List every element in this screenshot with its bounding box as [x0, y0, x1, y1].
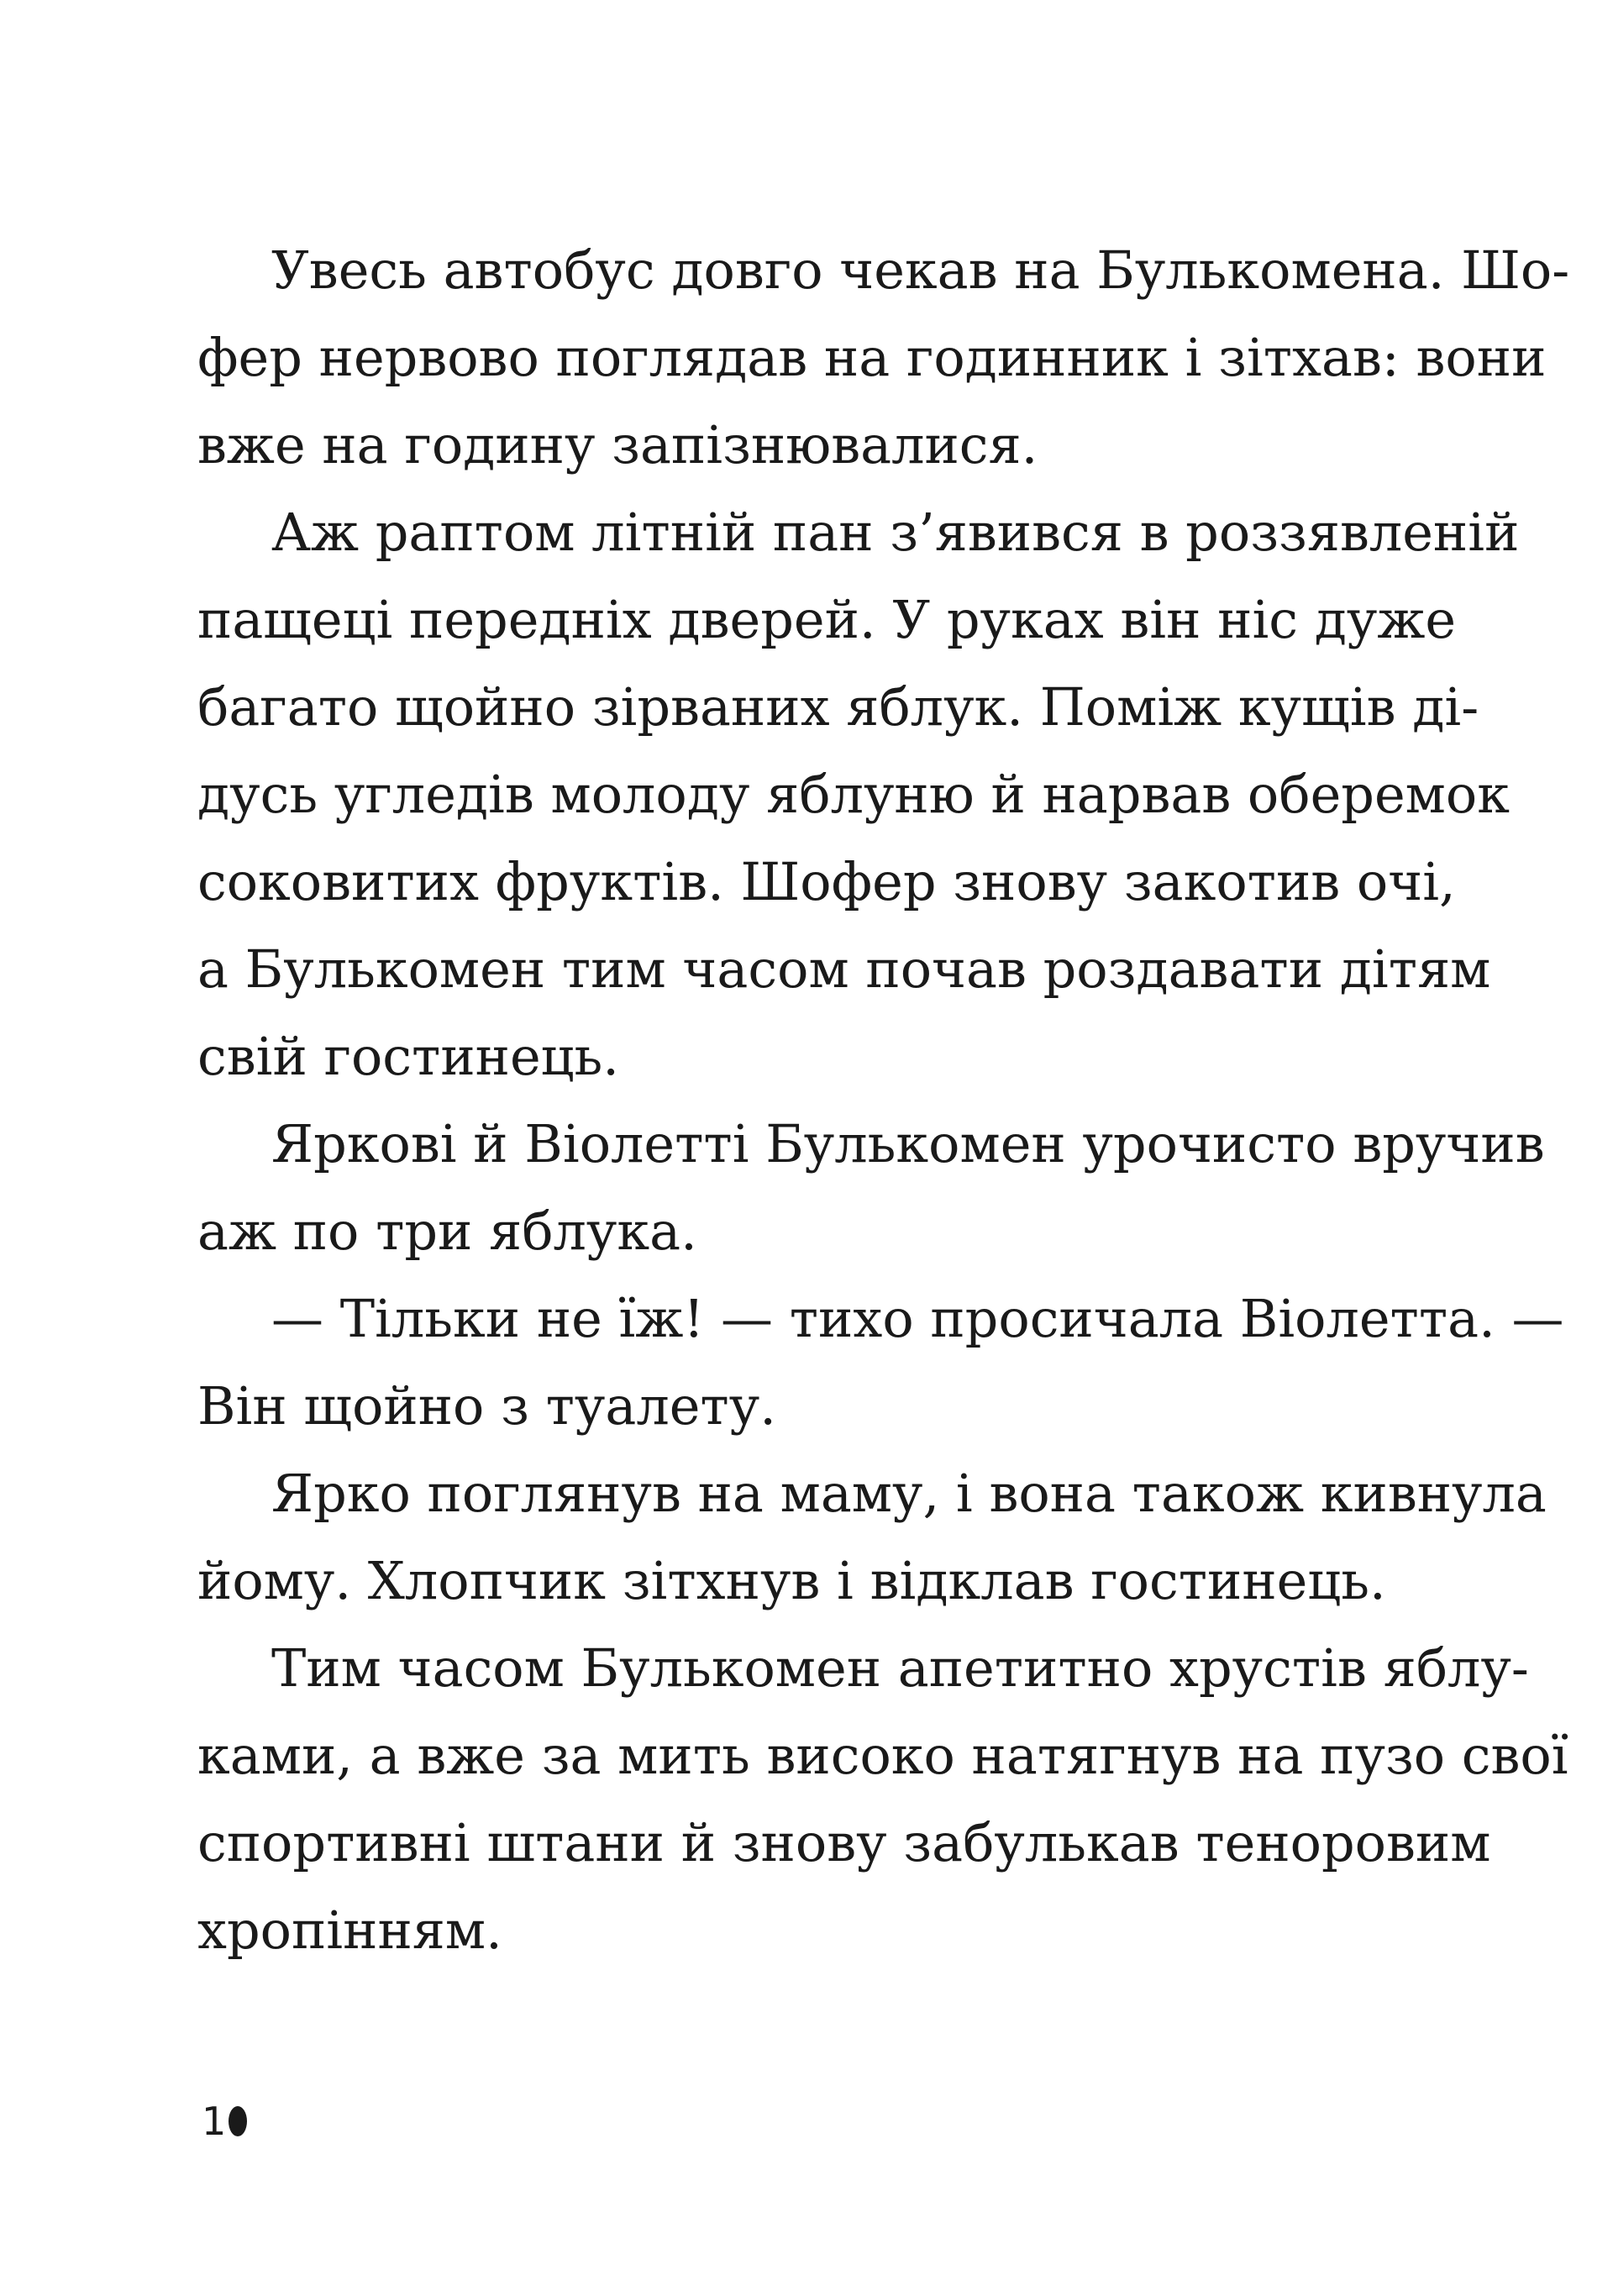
text-line: фер нервово поглядав на годинник і зітхав: вони — [197, 327, 1547, 388]
text-line: Ярко поглянув на маму, і вона також кивнула — [271, 1463, 1547, 1524]
text-line: а Булькомен тим часом почав роздавати дітям — [197, 938, 1491, 1000]
text-line: Яркові й Віолетті Булькомен урочисто вручив — [271, 1113, 1545, 1174]
text-line: соковитих фруктів. Шофер знову закотив очі, — [197, 851, 1456, 912]
text-line: йому. Хлопчик зітхнув і відклав гостинець. — [197, 1550, 1386, 1611]
text-line: багато щойно зірваних яблук. Поміж кущів ді- — [197, 676, 1479, 738]
page-number-zero-mark — [229, 2106, 247, 2136]
text-line: хропінням. — [197, 1899, 502, 1961]
text-line: дусь угледів молоду яблуню й нарвав оберемок — [197, 764, 1510, 825]
text-line: спортивні штани й знову забулькав теноровим — [197, 1812, 1491, 1873]
text-line: — Тільки не їж! — тихо просичала Віолетта. — — [271, 1288, 1564, 1349]
body-text — [197, 227, 1570, 1974]
text-line: Тим часом Булькомен апетитно хрустів яблу- — [271, 1637, 1529, 1699]
text-line: вже на годину запізнювалися. — [197, 414, 1038, 475]
text-line: ками, а вже за мить високо натягнув на пузо свої — [197, 1725, 1568, 1786]
page-number — [202, 2096, 247, 2146]
text-line: Увесь автобус довго чекав на Булькомена. Шо- — [271, 239, 1570, 301]
text-line: пащеці передніх дверей. У руках він ніс дуже — [197, 589, 1457, 650]
text-line: Аж раптом літній пан з’явився в роззявленій — [271, 502, 1520, 563]
text-line: аж по три яблука. — [197, 1201, 697, 1262]
page-number-digit: 1 — [202, 2099, 227, 2144]
text-line: Він щойно з туалету. — [197, 1375, 776, 1437]
text-line: свій гостинець. — [197, 1026, 619, 1087]
